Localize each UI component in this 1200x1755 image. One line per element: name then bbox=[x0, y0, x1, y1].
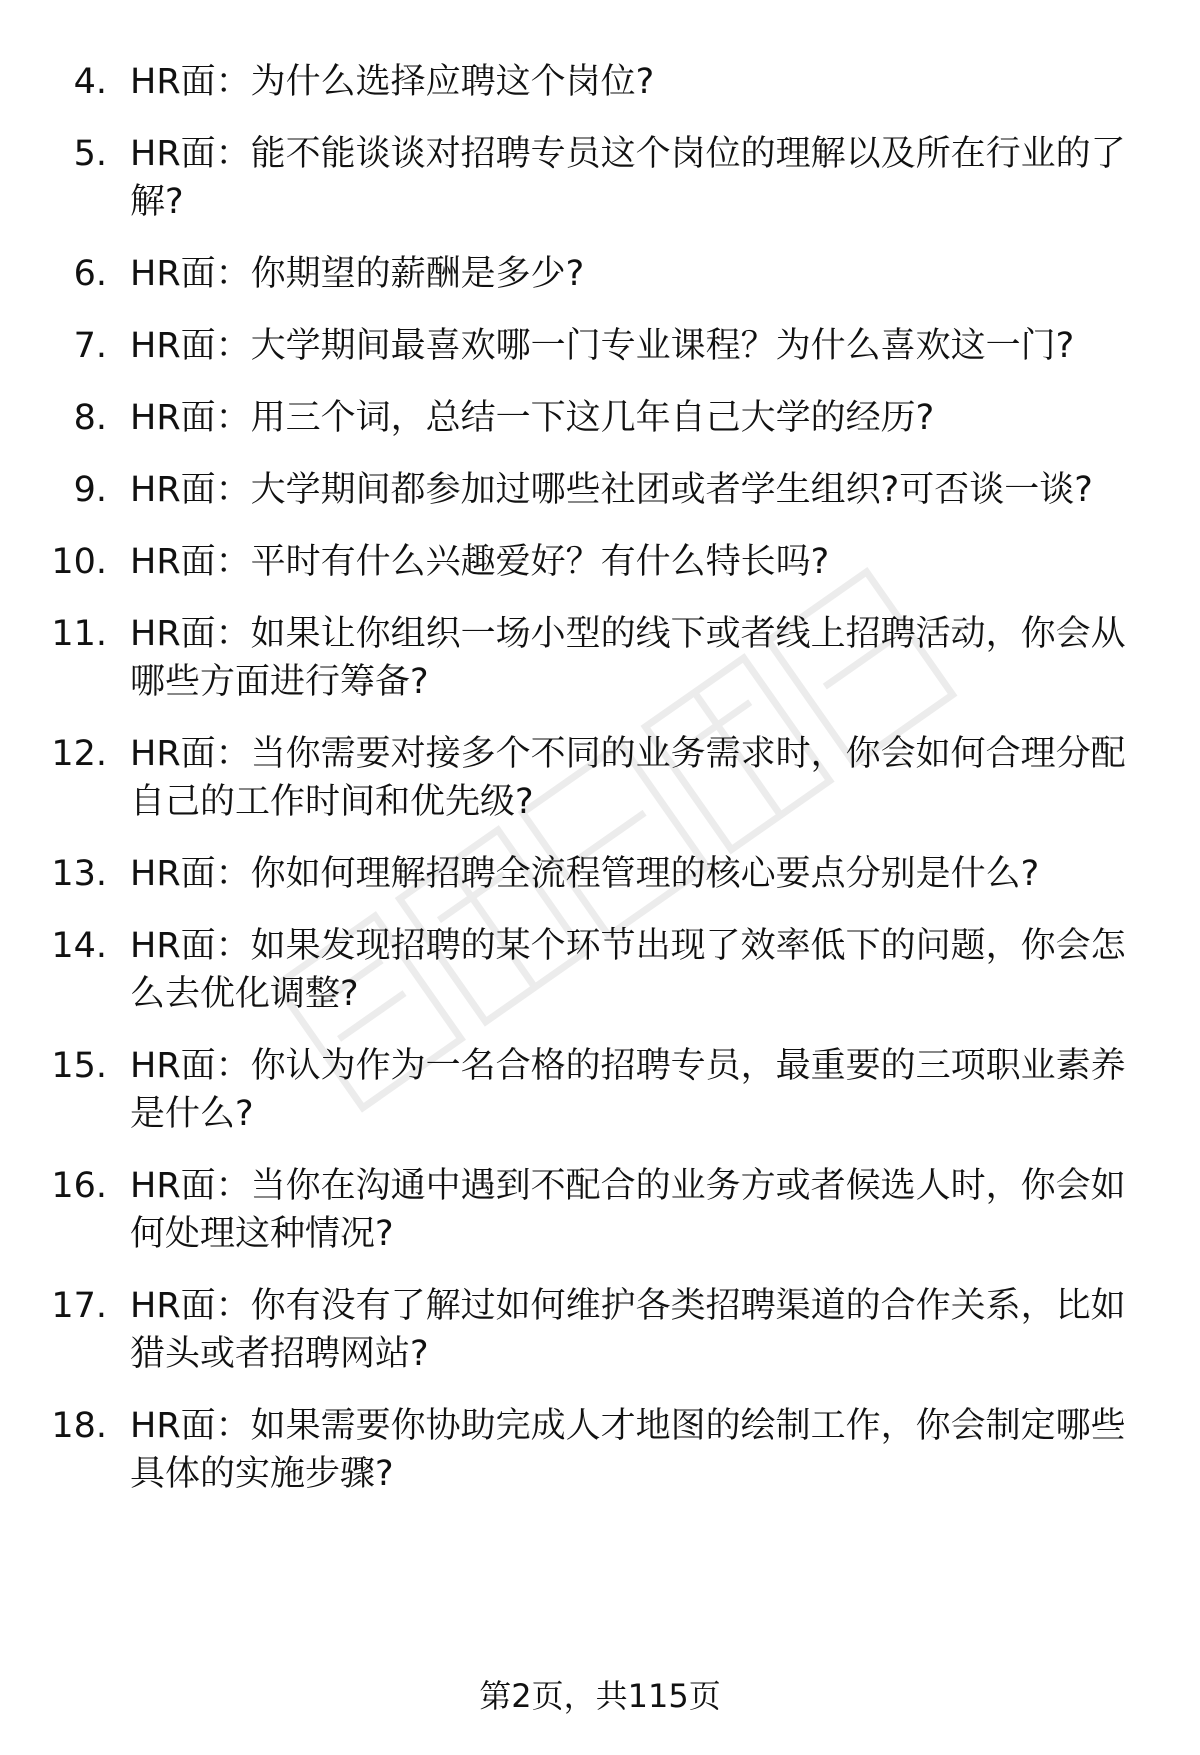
question-text: HR面：你认为作为一名合格的招聘专员，最重要的三项职业素养是什么? bbox=[130, 1046, 1126, 1134]
list-item bbox=[0, 850, 1200, 898]
list-item bbox=[0, 466, 1200, 514]
question-text: HR面：能不能谈谈对招聘专员这个岗位的理解以及所在行业的了解? bbox=[130, 134, 1126, 222]
list-item bbox=[0, 538, 1200, 586]
question-list bbox=[0, 58, 1200, 1498]
list-item bbox=[0, 394, 1200, 442]
list-item bbox=[0, 130, 1200, 226]
question-number: 6. bbox=[73, 254, 107, 294]
list-item bbox=[0, 922, 1200, 1018]
question-text: HR面：大学期间都参加过哪些社团或者学生组织?可否谈一谈? bbox=[130, 470, 1093, 510]
question-text: HR面：如果需要你协助完成人才地图的绘制工作，你会制定哪些具体的实施步骤? bbox=[130, 1406, 1126, 1494]
list-item bbox=[0, 322, 1200, 370]
question-number: 17. bbox=[51, 1286, 107, 1326]
question-text: HR面：如果让你组织一场小型的线下或者线上招聘活动，你会从哪些方面进行筹备? bbox=[130, 614, 1126, 702]
question-text: HR面：当你在沟通中遇到不配合的业务方或者候选人时，你会如何处理这种情况? bbox=[130, 1166, 1126, 1254]
question-number: 10. bbox=[51, 542, 107, 582]
question-text: HR面：当你需要对接多个不同的业务需求时，你会如何合理分配自己的工作时间和优先级? bbox=[130, 734, 1126, 822]
question-number: 7. bbox=[73, 326, 107, 366]
page-footer: 第2页，共115页 bbox=[479, 1677, 721, 1715]
question-number: 16. bbox=[51, 1166, 107, 1206]
list-item bbox=[0, 1282, 1200, 1378]
question-text: HR面：用三个词，总结一下这几年自己大学的经历? bbox=[130, 398, 935, 438]
question-number: 11. bbox=[51, 614, 107, 654]
list-item bbox=[0, 610, 1200, 706]
question-number: 4. bbox=[73, 62, 107, 102]
question-number: 13. bbox=[51, 854, 107, 894]
question-text: HR面：平时有什么兴趣爱好？有什么特长吗? bbox=[130, 542, 830, 582]
list-item bbox=[0, 1402, 1200, 1498]
list-item bbox=[0, 1042, 1200, 1138]
question-number: 8. bbox=[73, 398, 107, 438]
list-item bbox=[0, 1162, 1200, 1258]
question-text: HR面：你如何理解招聘全流程管理的核心要点分别是什么? bbox=[130, 854, 1040, 894]
list-item bbox=[0, 58, 1200, 106]
question-number: 18. bbox=[51, 1406, 107, 1446]
question-text: HR面：为什么选择应聘这个岗位? bbox=[130, 62, 655, 102]
question-number: 14. bbox=[51, 926, 107, 966]
question-number: 9. bbox=[73, 470, 107, 510]
question-number: 15. bbox=[51, 1046, 107, 1086]
question-text: HR面：大学期间最喜欢哪一门专业课程？为什么喜欢这一门? bbox=[130, 326, 1075, 366]
question-text: HR面：你有没有了解过如何维护各类招聘渠道的合作关系，比如猎头或者招聘网站? bbox=[130, 1286, 1126, 1374]
question-number: 12. bbox=[51, 734, 107, 774]
question-text: HR面：如果发现招聘的某个环节出现了效率低下的问题，你会怎么去优化调整? bbox=[130, 926, 1126, 1014]
list-item bbox=[0, 730, 1200, 826]
question-number: 5. bbox=[73, 134, 107, 174]
list-item bbox=[0, 250, 1200, 298]
question-text: HR面：你期望的薪酬是多少? bbox=[130, 254, 585, 294]
